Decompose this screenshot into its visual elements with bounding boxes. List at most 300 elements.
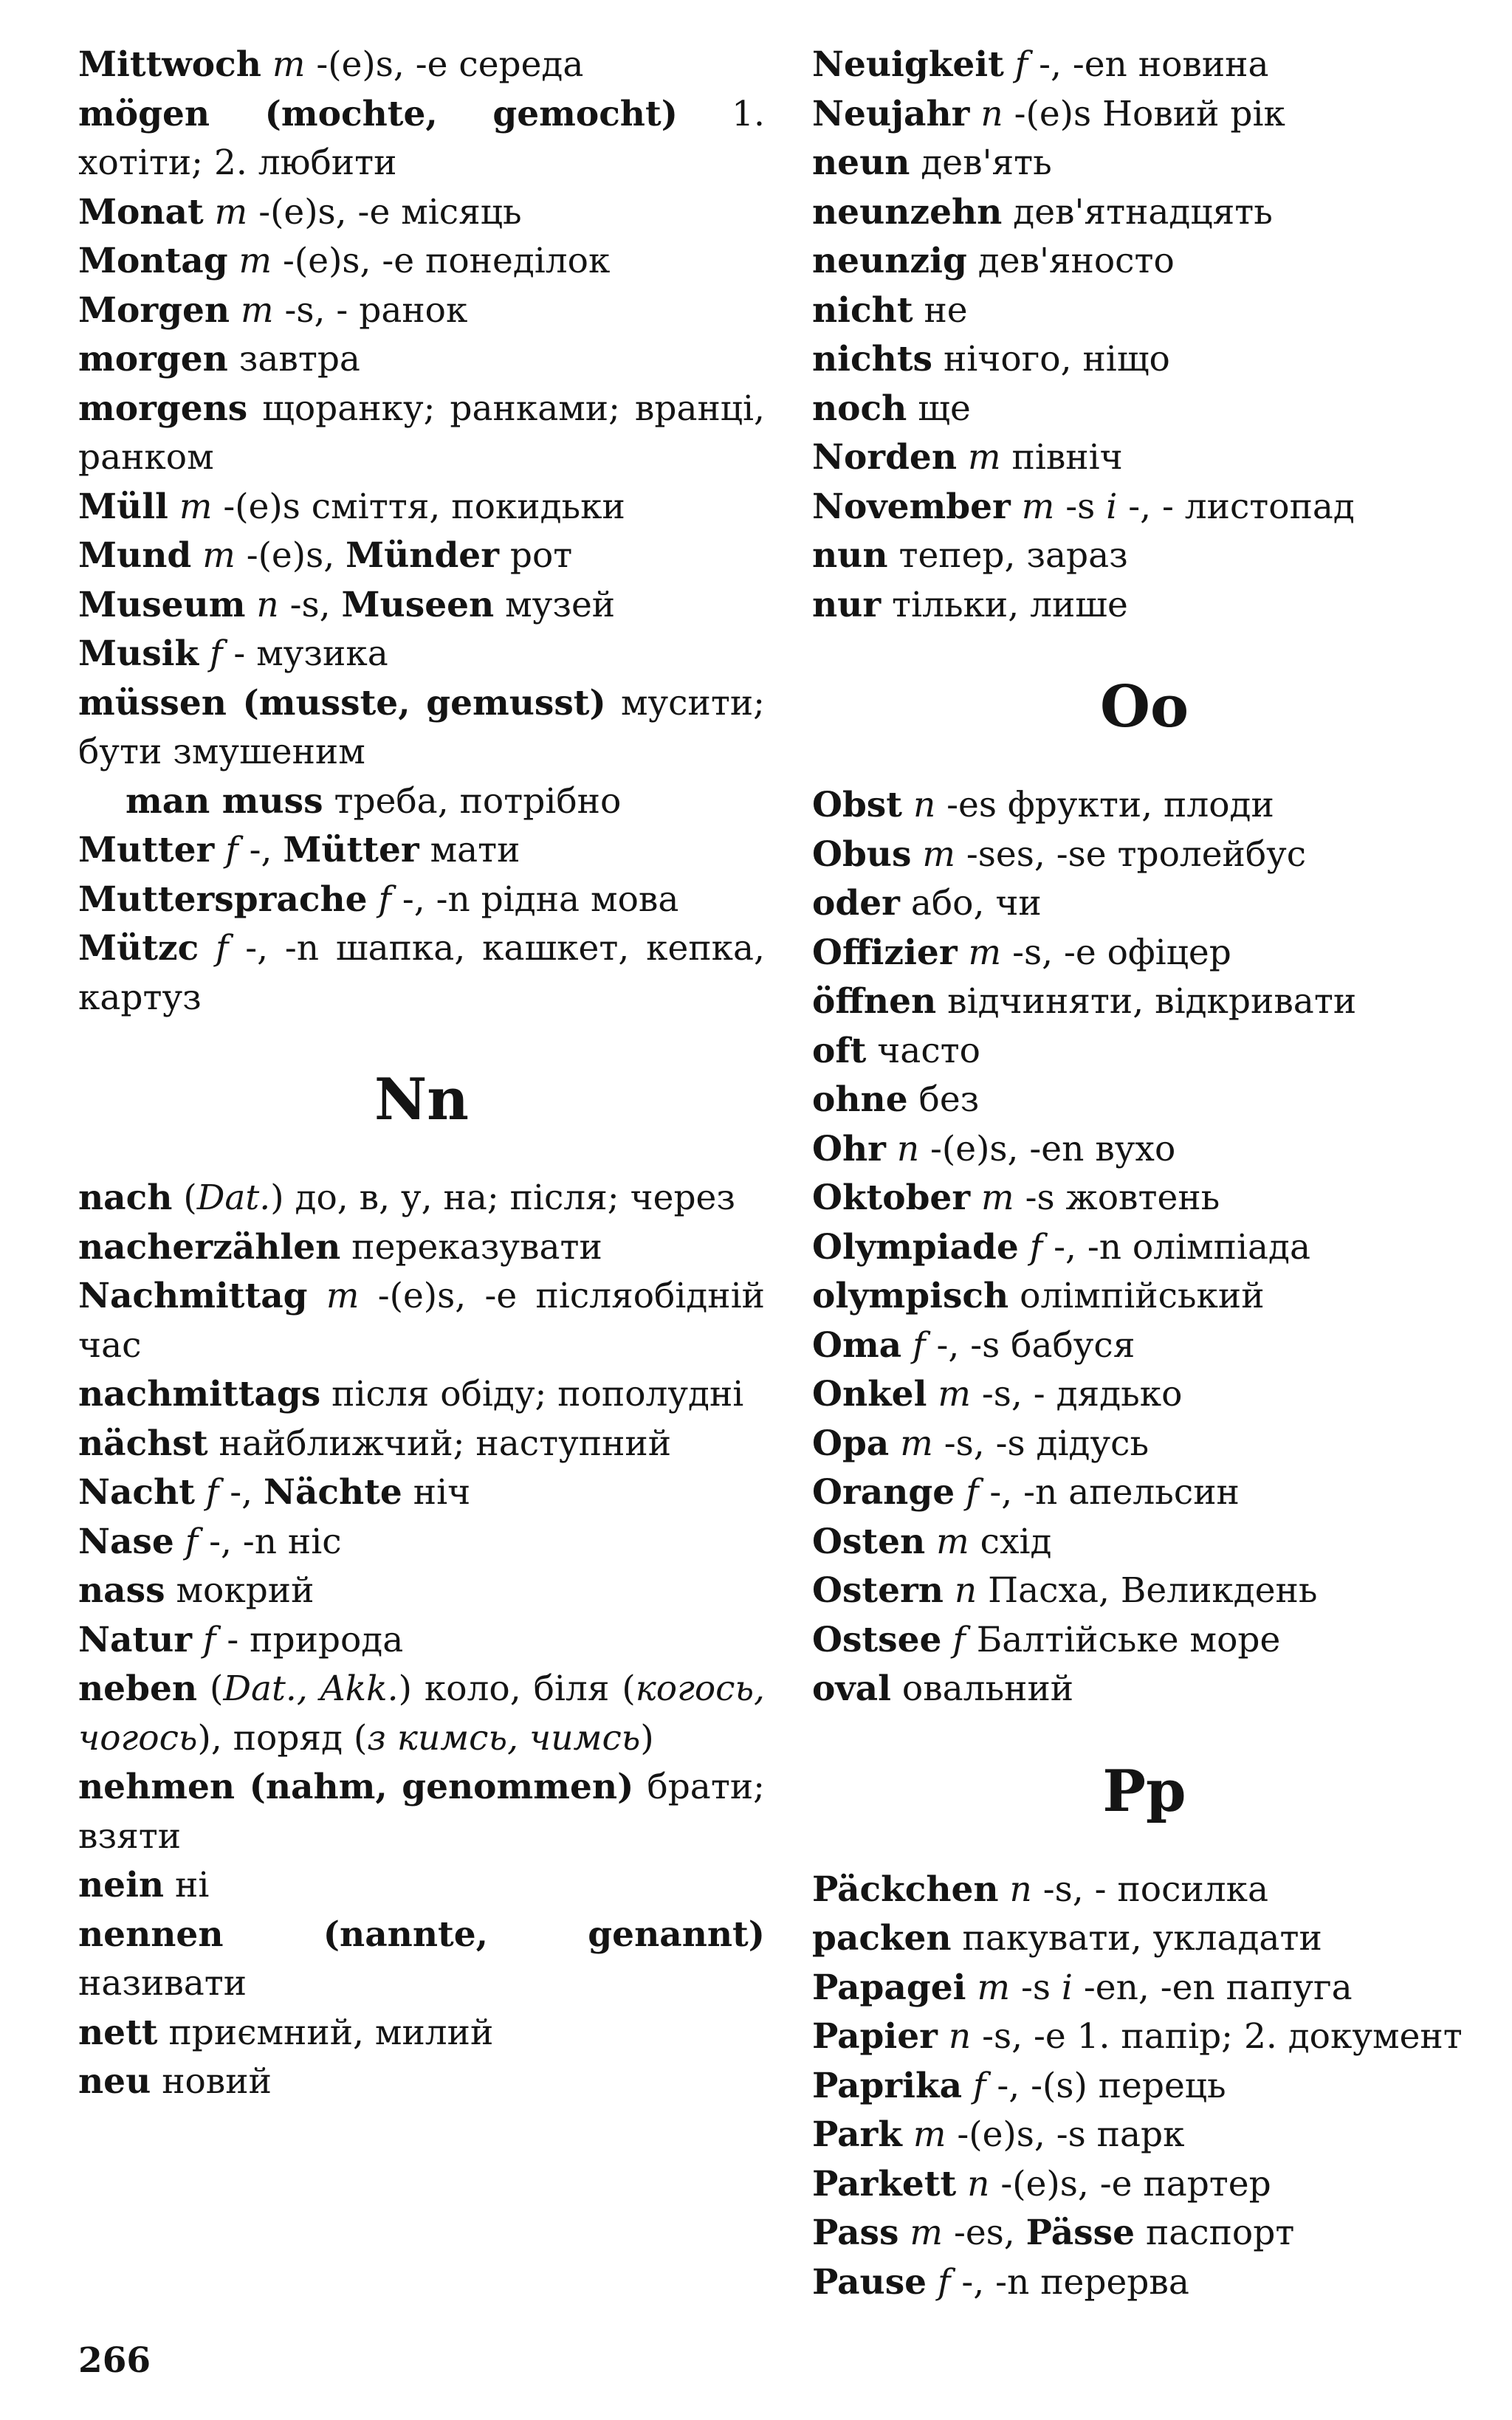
definition-text: [925, 1522, 936, 1562]
headword: nett: [78, 2012, 158, 2053]
dictionary-entry: [812, 1567, 1477, 1616]
headword: Opa: [812, 1423, 890, 1464]
dictionary-entry: [812, 1321, 1477, 1371]
definition-text: паспорт: [1135, 2213, 1295, 2253]
dictionary-entry: [78, 679, 765, 777]
headword: morgens: [78, 388, 248, 429]
headword: Neuigkeit: [812, 44, 1004, 85]
headword: neben: [78, 1668, 198, 1709]
dictionary-entry: [78, 1861, 765, 1911]
definition-text: завтра: [227, 339, 360, 379]
definition-text: -s,: [278, 584, 342, 625]
definition-text: або, чи: [899, 883, 1042, 924]
headword: Oktober: [812, 1178, 971, 1218]
dictionary-entry: [812, 1027, 1477, 1076]
dictionary-entry: [78, 826, 765, 876]
dictionary-entry: [812, 41, 1477, 90]
dictionary-entry: [78, 1370, 765, 1420]
definition-text: ), поряд (: [197, 1717, 368, 1759]
dictionary-entry: [78, 924, 765, 1022]
headword: müssen (musste, gemusst): [78, 682, 606, 723]
definition-text: -ses, -se тролейбус: [955, 833, 1307, 875]
definition-text: [889, 1423, 900, 1464]
grammar-marker: f: [210, 633, 223, 674]
headword: Ostern: [812, 1570, 944, 1611]
headword: Muttersprache: [78, 879, 368, 920]
headword: Mützc: [78, 928, 199, 969]
definition-text: [1004, 44, 1015, 85]
grammar-marker: n: [1009, 1869, 1032, 1910]
headword: Paprika: [812, 2065, 963, 2106]
dictionary-entry: [812, 831, 1477, 880]
left-column: [78, 41, 765, 2107]
definition-text: [245, 585, 256, 625]
definition-text: ще: [907, 388, 971, 429]
grammar-marker: n: [967, 2163, 990, 2204]
dictionary-entry: [78, 483, 765, 532]
headword: Pause: [812, 2261, 927, 2303]
headword: Musik: [78, 633, 199, 674]
definition-text: -(e)s,: [235, 535, 346, 576]
headword: Päckchen: [812, 1869, 999, 1910]
grammar-marker: m: [967, 437, 1001, 478]
grammar-marker: m: [238, 241, 272, 281]
definition-text: щоранку; ранками; вранці, ранком: [78, 388, 765, 478]
dictionary-entry: [812, 879, 1477, 929]
definition-text: часто: [866, 1030, 980, 1071]
definition-text: [955, 1472, 966, 1513]
definition-text: треба, потрібно: [323, 780, 622, 822]
definition-text: -es фрукти, плоди: [935, 785, 1274, 825]
grammar-marker: m: [214, 191, 248, 233]
italic-note: Dat.: [196, 1178, 271, 1218]
definition-text: [261, 44, 272, 85]
dictionary-entry: [812, 1468, 1477, 1518]
definition-text: -, -n перерва: [950, 2261, 1189, 2303]
definition-text: -s, -e 1. папір; 2. документ: [971, 2016, 1463, 2057]
definition-text: [1019, 1227, 1030, 1268]
headword: morgen: [78, 339, 228, 379]
definition-text: -, -n олімпіада: [1042, 1226, 1311, 1268]
definition-text: - природа: [216, 1619, 404, 1660]
definition-text: -s, -s дідусь: [932, 1423, 1150, 1464]
dictionary-entry: [78, 2009, 765, 2058]
headword: nass: [78, 1570, 165, 1611]
dictionary-entry: [812, 1174, 1477, 1223]
dictionary-entry: [812, 90, 1477, 140]
definition-text: -s, -e офіцер: [1001, 932, 1231, 973]
grammar-marker: n: [913, 785, 936, 825]
definition-text: -s, - посилка: [1031, 1869, 1268, 1910]
headword: nächst: [78, 1423, 208, 1464]
headword: Münder: [346, 535, 499, 576]
grammar-marker: i: [1106, 486, 1118, 527]
grammar-marker: f: [1029, 1226, 1043, 1268]
definition-text: -(e)s, -s парк: [946, 2114, 1185, 2155]
dictionary-entry: [812, 385, 1477, 434]
definition-text: [927, 1374, 938, 1414]
definition-text: новий: [151, 2061, 272, 2102]
definition-text: [191, 535, 202, 576]
headword: oft: [812, 1030, 867, 1071]
headword: Osten: [812, 1521, 926, 1562]
dictionary-entry: [812, 1076, 1477, 1125]
headword: nicht: [812, 289, 913, 331]
headword: öffnen: [812, 981, 937, 1022]
dictionary-entry: [78, 237, 765, 286]
headword: Mund: [78, 535, 192, 576]
dictionary-entry: [812, 335, 1477, 385]
headword: November: [812, 486, 1011, 527]
dictionary-entry: [78, 1468, 765, 1518]
headword: noch: [812, 388, 907, 429]
definition-text: [199, 928, 216, 969]
dictionary-entry: [78, 532, 765, 581]
dictionary-entry: [78, 90, 765, 188]
grammar-marker: m: [179, 486, 213, 527]
definition-text: -, -n рідна мова: [391, 879, 679, 920]
headword: mögen (mochte, gemocht): [78, 93, 678, 134]
definition-text: -(e)s, -e місяць: [247, 191, 522, 233]
dictionary-entry: [812, 1518, 1477, 1567]
headword: nun: [812, 535, 888, 576]
definition-text: переказувати: [340, 1226, 602, 1268]
dictionary-entry: [78, 2058, 765, 2107]
definition-text: не: [913, 289, 968, 331]
definition-text: [898, 2213, 910, 2253]
definition-text: -(e)s сміття, покидьки: [212, 486, 625, 527]
dictionary-entry: [812, 1665, 1477, 1714]
dictionary-entry: [812, 581, 1477, 630]
headword: Nächte: [263, 1472, 402, 1513]
headword: Mütter: [283, 830, 419, 870]
definition-text: [195, 1472, 206, 1513]
headword: nachmittags: [78, 1374, 321, 1414]
definition-text: [368, 879, 379, 920]
headword: Obus: [812, 833, 912, 875]
headword: man muss: [126, 780, 323, 822]
dictionary-entry: [812, 929, 1477, 978]
definition-text: тепер, зараз: [887, 535, 1128, 576]
dictionary-entry: [812, 2012, 1477, 2062]
dictionary-entry: [812, 483, 1477, 532]
grammar-marker: m: [938, 1374, 971, 1414]
dictionary-entry: [78, 188, 765, 238]
headword: Orange: [812, 1472, 955, 1513]
dictionary-entry: [812, 1272, 1477, 1321]
dictionary-entry: [78, 1763, 765, 1861]
definition-text: -(e)s, -en вухо: [919, 1128, 1176, 1169]
definition-text: північ: [1000, 437, 1123, 478]
headword: Offizier: [812, 932, 958, 973]
definition-text: [962, 2066, 973, 2106]
definition-text: -(e)s, -e понеділок: [272, 241, 611, 281]
definition-text: -(e)s, -e середа: [305, 44, 584, 85]
grammar-marker: f: [185, 1521, 199, 1562]
headword: Nacht: [78, 1472, 195, 1513]
definition-text: ні: [164, 1865, 210, 1905]
dictionary-entry: [78, 1174, 765, 1223]
definition-text: [969, 94, 980, 134]
dictionary-entry: [812, 1964, 1477, 2013]
headword: Papier: [812, 2016, 938, 2057]
italic-note: Dat., Akk.: [223, 1668, 399, 1709]
dictionary-entry: [78, 286, 765, 336]
definition-text: музей: [494, 584, 616, 625]
dictionary-entry: [78, 1616, 765, 1666]
grammar-marker: f: [378, 879, 391, 920]
definition-text: [970, 1178, 981, 1218]
grammar-marker: f: [913, 1324, 926, 1366]
headword: Onkel: [812, 1374, 927, 1414]
dictionary-entry: [812, 2111, 1477, 2160]
definition-text: [168, 487, 179, 527]
definition-text: без: [907, 1079, 980, 1120]
definition-text: тільки, лише: [881, 584, 1128, 625]
headword: ohne: [812, 1079, 908, 1120]
grammar-marker: f: [966, 1472, 979, 1513]
dictionary-entry: [812, 532, 1477, 581]
dictionary-entry: [78, 1911, 765, 2009]
definition-text: брати; взяти: [78, 1767, 765, 1857]
dictionary-entry: [812, 1125, 1477, 1175]
dictionary-entry: [78, 1420, 765, 1469]
headword: neunzehn: [812, 191, 1003, 233]
definition-text: -, -s бабуся: [925, 1324, 1135, 1366]
definition-text: [174, 1522, 185, 1562]
headword: nein: [78, 1865, 165, 1905]
definition-text: після обіду; пополудні: [320, 1374, 744, 1414]
definition-text: ніч: [402, 1472, 471, 1513]
definition-text: [938, 2016, 949, 2057]
dictionary-entry: [812, 237, 1477, 286]
grammar-marker: m: [241, 289, 274, 331]
definition-text: пакувати, укладати: [951, 1918, 1322, 1959]
definition-text: ): [640, 1717, 654, 1759]
headword: Pass: [812, 2213, 899, 2253]
definition-text: [1011, 487, 1022, 527]
grammar-marker: m: [936, 1521, 969, 1562]
headword: Mutter: [78, 830, 215, 870]
headword: Papagei: [812, 1967, 966, 2008]
definition-text: (: [172, 1178, 197, 1218]
headword: Natur: [78, 1619, 193, 1660]
dictionary-entry: [812, 1866, 1477, 1915]
headword: Mittwoch: [78, 44, 261, 85]
headword: nacherzählen: [78, 1226, 341, 1268]
headword: nennen (nannte, genannt): [78, 1914, 765, 1955]
headword: nach: [78, 1178, 173, 1218]
definition-text: -es,: [943, 2213, 1026, 2253]
definition-text: -, -n ніс: [198, 1521, 342, 1562]
definition-text: -, -(s) перець: [986, 2065, 1226, 2106]
definition-text: [901, 1325, 913, 1366]
definition-text: ) коло, біля (: [398, 1668, 636, 1709]
grammar-marker: n: [896, 1128, 920, 1169]
definition-text: [957, 437, 968, 478]
definition-text: [966, 1967, 977, 2008]
page-number: 266: [78, 2340, 151, 2381]
definition-text: -en, -en папуга: [1072, 1967, 1353, 2008]
definition-text: [886, 1129, 897, 1169]
headword: Neujahr: [812, 93, 970, 134]
definition-text: мокрий: [165, 1570, 315, 1611]
dictionary-entry: [78, 1665, 765, 1763]
dictionary-entry: [812, 1420, 1477, 1469]
dictionary-entry: [78, 41, 765, 90]
definition-text: (: [197, 1668, 224, 1709]
definition-text: [192, 1620, 203, 1660]
definition-text: [204, 192, 215, 233]
headword: Pässe: [1025, 2213, 1135, 2253]
definition-text: -(e)s, -e післяобідній час: [78, 1276, 765, 1366]
dictionary-entry: [78, 335, 765, 385]
headword: oder: [812, 883, 900, 924]
italic-note: когось, чогось: [78, 1668, 765, 1759]
definition-text: -, - листопад: [1117, 486, 1355, 527]
definition-text: називати: [78, 1963, 247, 2004]
headword: Ostsee: [812, 1619, 942, 1660]
definition-text: ) до, в, у, на; після; через: [270, 1178, 736, 1218]
definition-text: [999, 1869, 1010, 1910]
definition-text: [944, 1570, 955, 1611]
dictionary-entry: [812, 2160, 1477, 2210]
definition-text: [230, 290, 241, 331]
definition-text: [228, 241, 239, 281]
definition-text: [941, 1620, 952, 1660]
definition-text: -,: [219, 1472, 264, 1513]
grammar-marker: m: [910, 2213, 943, 2253]
dictionary-entry: [78, 1272, 765, 1370]
headword: Ohr: [812, 1128, 886, 1169]
dictionary-entry: [812, 977, 1477, 1027]
headword: Museum: [78, 584, 246, 625]
headword: olympisch: [812, 1276, 1009, 1316]
grammar-marker: m: [968, 932, 1002, 973]
dictionary-entry: [78, 581, 765, 630]
dictionary-entry: [812, 139, 1477, 188]
headword: neunzig: [812, 241, 967, 281]
dictionary-entry: [78, 385, 765, 483]
definition-text: -, -n шапка, кашкет, кепка, картуз: [78, 928, 765, 1018]
grammar-marker: n: [954, 1570, 977, 1611]
definition-text: [956, 2164, 967, 2204]
dictionary-entry: [812, 781, 1477, 831]
dictionary-entry: [812, 286, 1477, 336]
headword: Norden: [812, 437, 958, 478]
headword: Morgen: [78, 289, 230, 331]
headword: Müll: [78, 486, 168, 527]
headword: nur: [812, 584, 882, 625]
dictionary-entry: [812, 1914, 1477, 1964]
definition-text: [214, 830, 225, 870]
grammar-marker: m: [326, 1276, 360, 1316]
grammar-marker: m: [202, 535, 236, 576]
definition-text: дев'ять: [910, 142, 1052, 183]
definition-text: -(e)s Новий рік: [1003, 93, 1285, 134]
headword: oval: [812, 1668, 891, 1709]
definition-text: відчиняти, відкривати: [936, 981, 1357, 1022]
definition-text: схід: [969, 1521, 1052, 1562]
headword: Obst: [812, 785, 902, 825]
definition-text: мати: [419, 830, 520, 870]
headword: neun: [812, 142, 910, 183]
definition-text: -s: [1054, 486, 1107, 527]
grammar-marker: f: [203, 1619, 216, 1660]
definition-text: найближчий; наступний: [207, 1423, 672, 1464]
grammar-marker: m: [981, 1178, 1014, 1218]
headword: Museen: [341, 584, 495, 625]
definition-text: [902, 2114, 913, 2155]
dictionary-entry: [78, 876, 765, 925]
grammar-marker: f: [938, 2261, 951, 2303]
dictionary-entry: [78, 777, 765, 827]
definition-text: олімпійський: [1008, 1276, 1265, 1316]
headword: Monat: [78, 191, 204, 233]
definition-text: -s жовтень: [1014, 1178, 1220, 1218]
grammar-marker: f: [973, 2065, 986, 2106]
dictionary-entry: [812, 433, 1477, 483]
grammar-marker: n: [948, 2016, 972, 2057]
definition-text: -(e)s, -e партер: [989, 2163, 1271, 2204]
definition-text: мусити; бути змушеним: [78, 682, 765, 772]
definition-text: [199, 633, 210, 674]
dictionary-entry: [78, 1518, 765, 1567]
definition-text: дев'ятнадцять: [1002, 191, 1273, 233]
definition-text: -s: [1010, 1967, 1062, 2008]
italic-note: з кимсь, чимсь: [367, 1717, 641, 1759]
grammar-marker: n: [980, 93, 1003, 134]
headword: nichts: [812, 339, 932, 379]
right-column: [812, 41, 1477, 2307]
definition-text: [902, 785, 913, 825]
grammar-marker: f: [1014, 44, 1028, 85]
definition-text: приємний, милий: [157, 2012, 494, 2053]
definition-text: [308, 1276, 326, 1316]
dictionary-entry: [812, 1223, 1477, 1273]
grammar-marker: m: [272, 44, 306, 85]
definition-text: Балтійське море: [965, 1619, 1281, 1660]
definition-text: -, -en новина: [1028, 44, 1269, 85]
grammar-marker: m: [913, 2114, 946, 2155]
dictionary-entry: [78, 630, 765, 679]
dictionary-entry: [78, 1223, 765, 1273]
dictionary-entry: [78, 1567, 765, 1616]
definition-text: рот: [498, 535, 573, 576]
dictionary-entry: [812, 1616, 1477, 1666]
section-heading: Nn: [374, 1066, 469, 1133]
definition-text: 1. хотіти; 2. любити: [78, 93, 765, 183]
grammar-marker: f: [225, 830, 238, 870]
section-heading: Pp: [1102, 1757, 1186, 1825]
definition-text: Пасха, Великдень: [977, 1570, 1318, 1611]
headword: neu: [78, 2061, 151, 2102]
headword: Oma: [812, 1324, 902, 1366]
grammar-marker: m: [922, 833, 955, 875]
definition-text: [927, 2262, 938, 2303]
headword: Nase: [78, 1521, 174, 1562]
headword: Park: [812, 2114, 902, 2155]
definition-text: -, -n апельсин: [978, 1472, 1240, 1513]
dictionary-entry: [812, 2258, 1477, 2308]
grammar-marker: i: [1061, 1967, 1073, 2008]
grammar-marker: m: [1021, 486, 1055, 527]
dictionary-entry: [812, 2209, 1477, 2258]
grammar-marker: n: [256, 584, 279, 625]
definition-text: нічого, ніщо: [932, 339, 1170, 379]
definition-text: -s, - дядько: [970, 1374, 1183, 1414]
definition-text: дев'яносто: [966, 241, 1175, 281]
